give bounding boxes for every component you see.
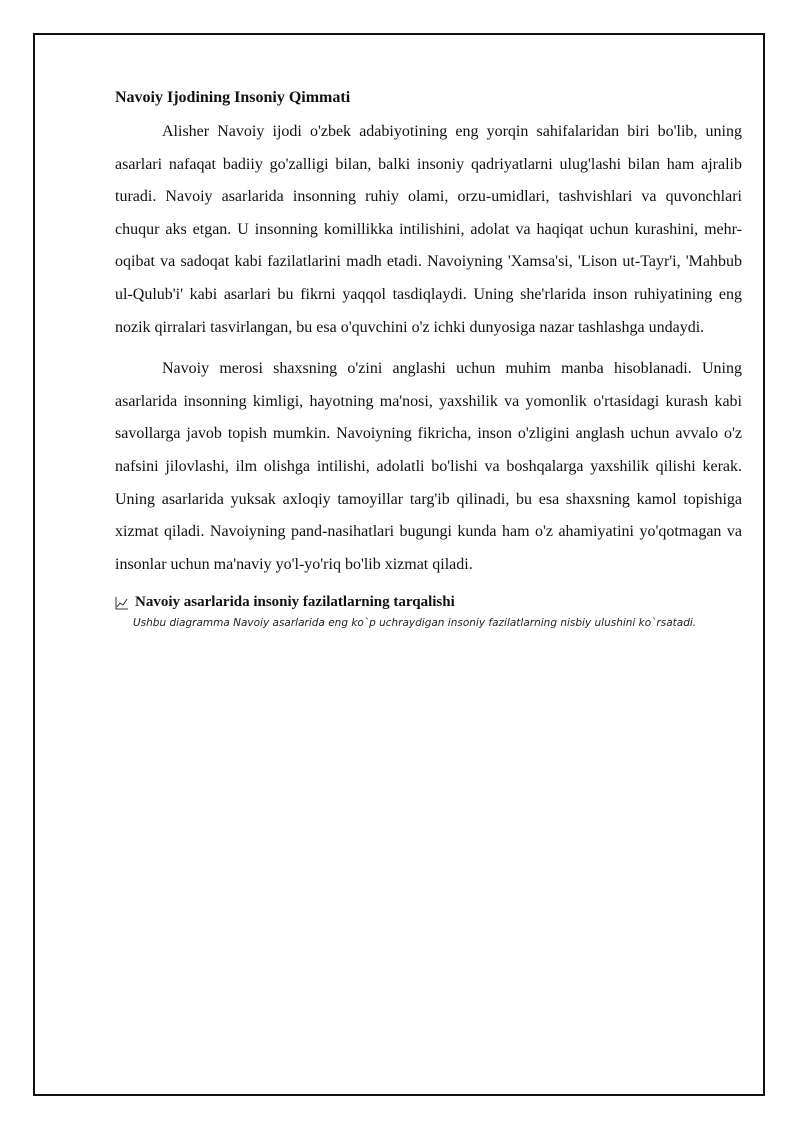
paragraph-2: Navoiy merosi shaxsning o'zini anglashi uchun muhim manba hisoblanadi. Uning asarlarida insonning kimligi, hayotning ma'nosi, yaxshilik va yomonlik o'rtasidagi kurash kabi savollarga javob topish mumkin. Navoiyning fikricha, inson o'zligini anglash uchun avvalo o'z nafsini jilovlashi, ilm olishga intilishi, adolatli bo'lishi va boshqalarga yaxshilik qilishi kerak. Uning asarlarida yuksak axloqiy tamoyillar targ'ib qilinadi, bu esa shaxsning kamol topishiga xizmat qiladi. Navoiyning pand-nasihatlari bugungi kunda ham o'z ahamiyatini yo'qotmagan va insonlar uchun ma'naviy yo'l-yo'riq bo'lib xizmat qiladi.	[115, 360, 742, 573]
chart-heading-text: Navoiy asarlarida insoniy fazilatlarning tarqalishi	[135, 594, 455, 611]
line-chart-icon	[115, 595, 129, 609]
chart-heading	[115, 591, 742, 613]
paragraph-1: Alisher Navoiy ijodi o'zbek adabiyotining eng yorqin sahifalaridan biri bo'lib, uning asarlari nafaqat badiiy go'zalligi bilan, balki insoniy qadriyatlarni ulug'lashi bilan ham ajralib turadi. Navoiy asarlarida insonning ruhiy olami, orzu-umidlari, tashvishlari va quvonchlari chuqur aks etgan. U insonning komillikka intilishini, adolat va haqiqat uchun kurashini, mehr-oqibat va sadoqat kabi fazilatlarini madh etadi. Navoiyning 'Xamsa'si, 'Lison ut-Tayr'i, 'Mahbub ul-Qulub'i' kabi asarlari bu fikrni yaqqol tasdiqlaydi. Uning she'rlarida inson ruhiyatining eng nozik qirralari tasvirlangan, bu esa o'quvchini o'z ichki dunyosiga nazar tashlashga undaydi.	[115, 123, 742, 336]
document-body	[115, 86, 742, 633]
document-title: Navoiy Ijodining Insoniy Qimmati	[115, 89, 351, 106]
chart-caption: Ushbu diagramma Navoiy asarlarida eng ko`p uchraydigan insoniy fazilatlarning nisbiy ulushini ko`rsatadi.	[133, 617, 697, 630]
